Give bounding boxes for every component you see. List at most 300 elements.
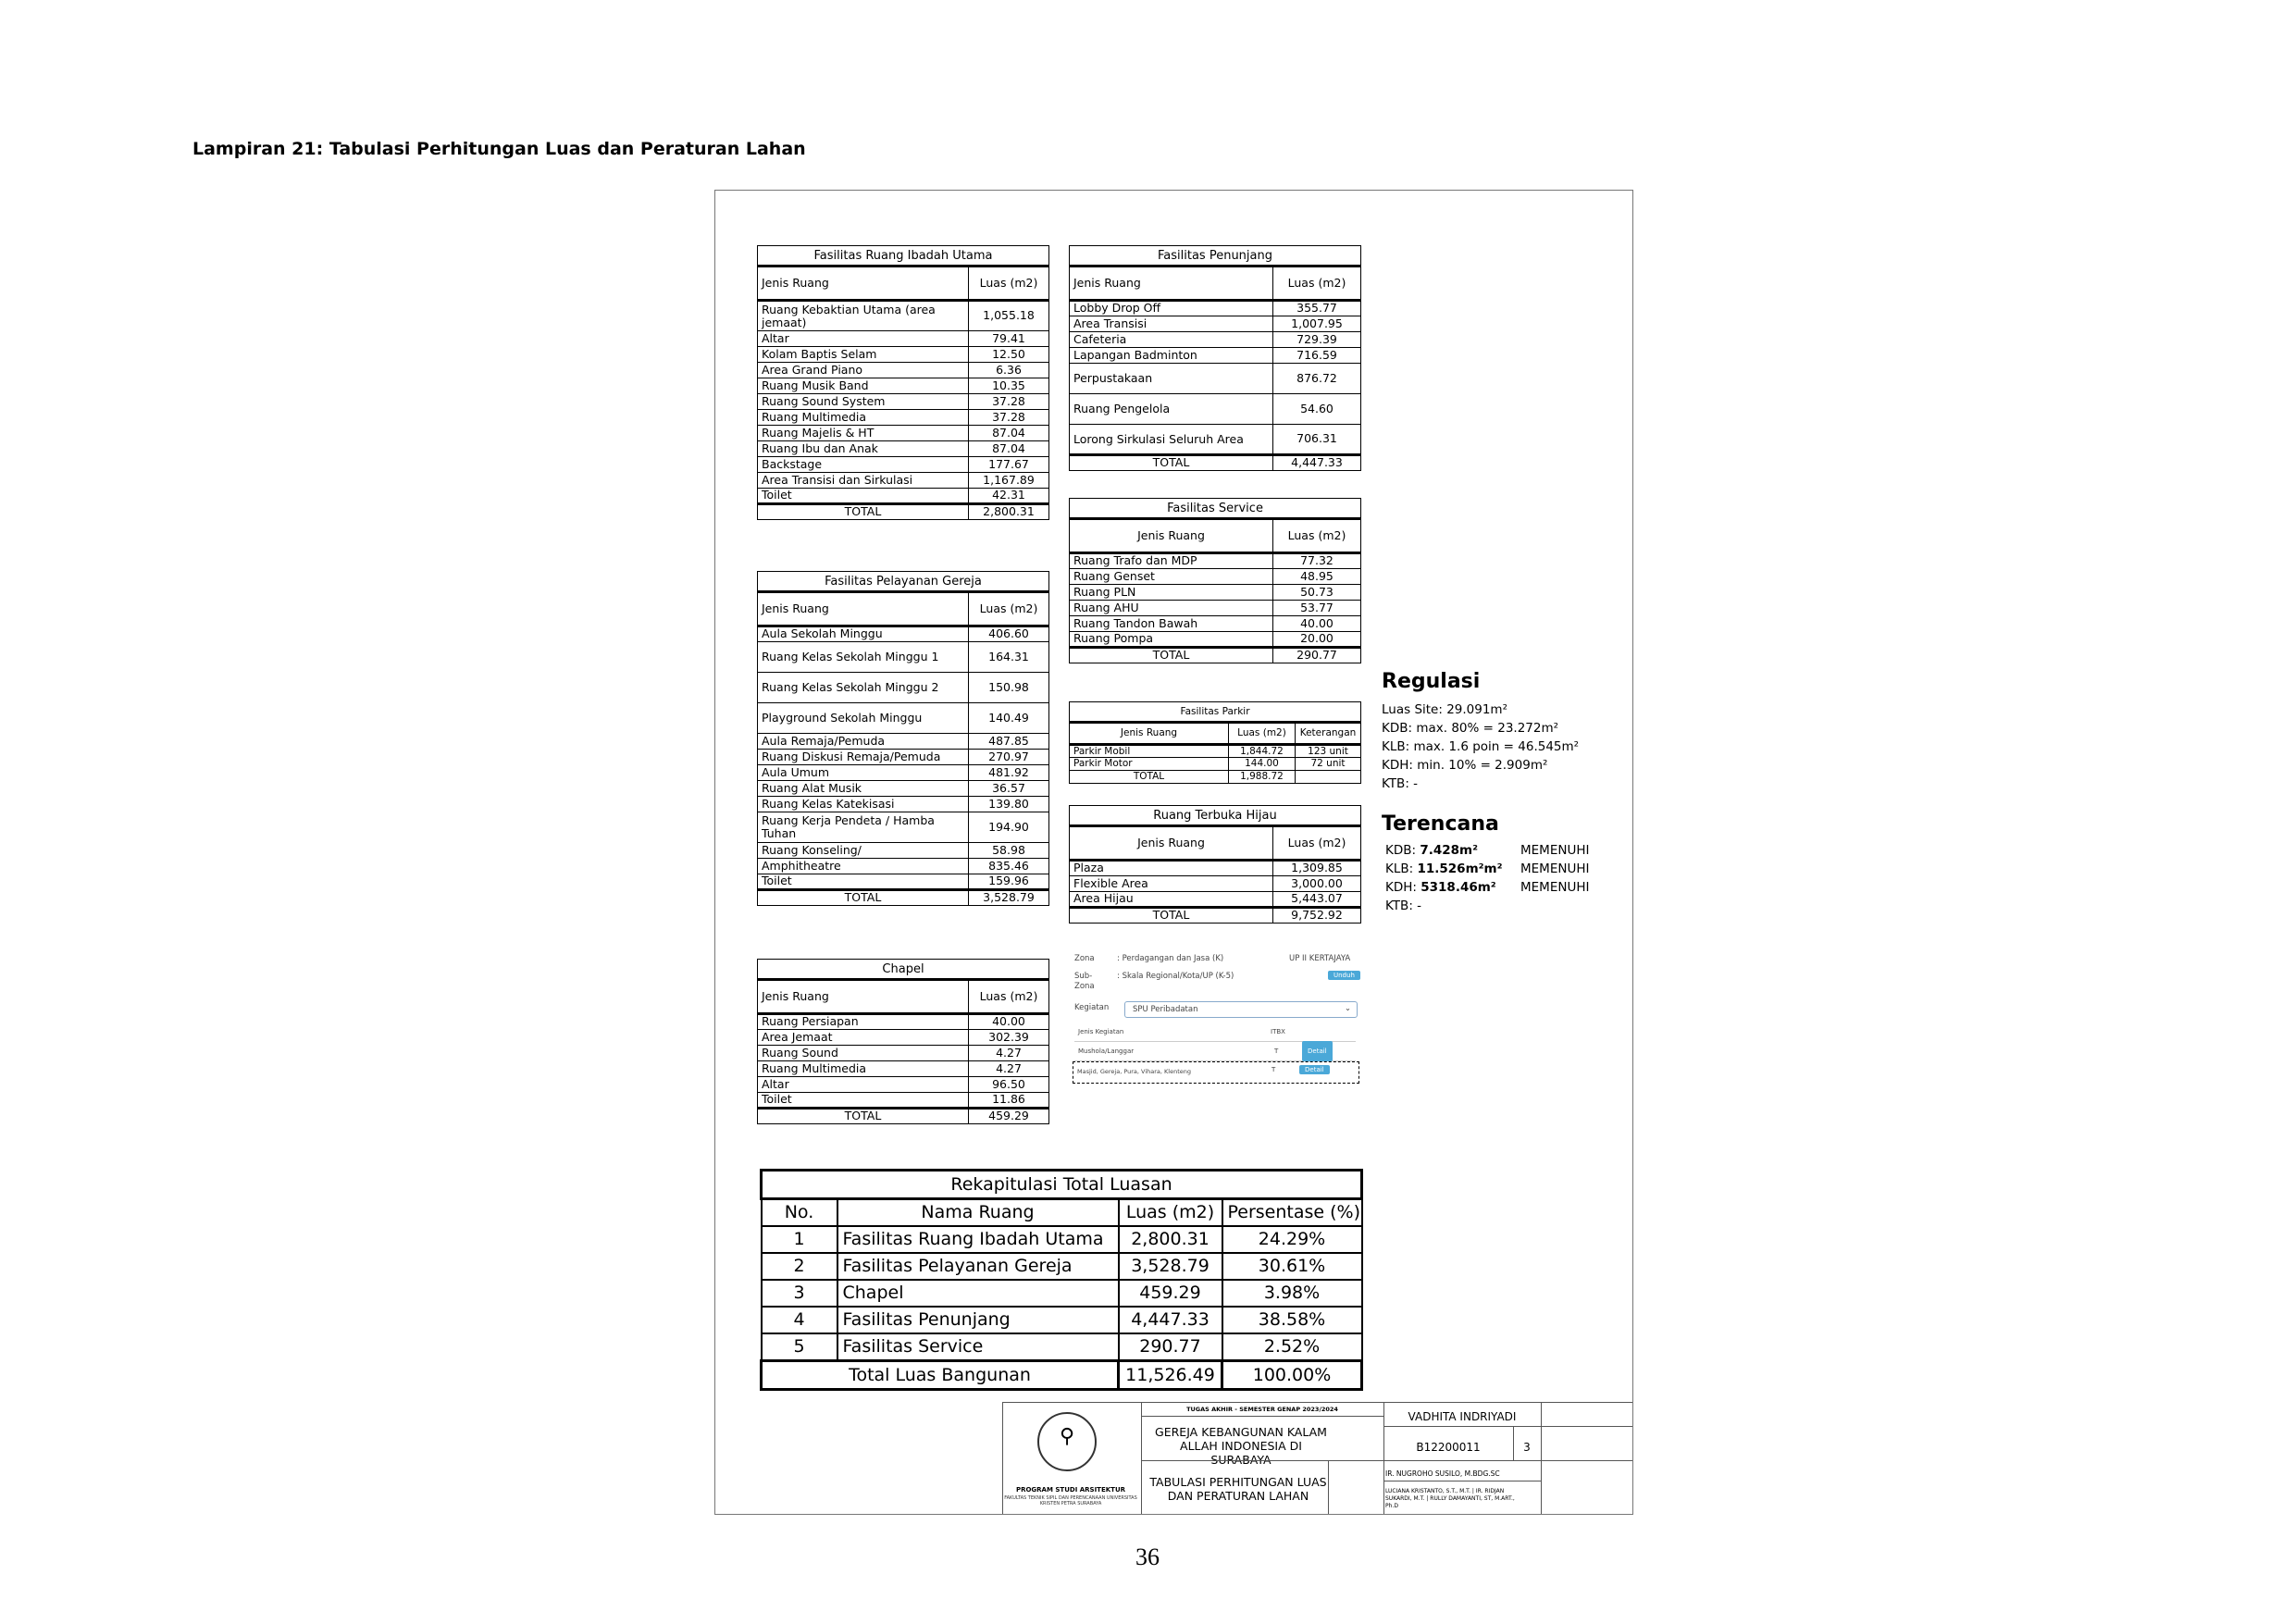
table-header [758,267,1049,301]
sheet-number: 3 [1523,1441,1531,1454]
room-name: Ruang Alat Musik [758,781,969,797]
table-row [1070,876,1361,892]
facility-area: 2,800.31 [1119,1226,1222,1253]
col-header: Nama Ruang [837,1199,1119,1227]
room-name: Amphitheatre [758,859,969,874]
col-luas: Luas (m2) [1273,267,1361,301]
table-row [758,1093,1049,1109]
table-total-row [758,504,1049,520]
room-area: 37.28 [969,394,1049,410]
total-label: TOTAL [758,890,969,906]
room-area: 1,167.89 [969,473,1049,489]
terencana-label: KLB: [1385,862,1418,876]
room-name: Area Grand Piano [758,363,969,378]
room-name: Ruang Trafo dan MDP [1070,553,1273,569]
room-name: Ruang Pengelola [1070,394,1273,425]
zoning-screenshot [1071,948,1362,1083]
table-service [1069,498,1361,663]
title-block [1002,1402,1632,1514]
terencana-label: KTB: - [1385,899,1422,913]
facility-name: Fasilitas Service [837,1333,1119,1361]
room-area: 406.60 [969,626,1049,642]
student-nrp: B12200011 [1416,1441,1481,1454]
row-number: 5 [762,1333,837,1361]
table-total-row [1070,648,1361,663]
table-row [1070,553,1361,569]
table-row [758,457,1049,473]
table-row [758,489,1049,504]
regulasi-line: KTB: - [1382,776,1419,791]
table-title [1070,499,1361,519]
table-total-row [758,1109,1049,1124]
room-name: Ruang Sound [758,1046,969,1061]
terencana-line [1382,897,1503,915]
table-header [758,592,1049,626]
room-area: 40.00 [969,1014,1049,1030]
facility-percentage: 38.58% [1222,1307,1362,1333]
room-area: 5,443.07 [1273,892,1361,908]
room-name: Ruang Kelas Katekisasi [758,797,969,812]
room-area: 302.39 [969,1030,1049,1046]
regulasi-block [1382,670,1579,793]
unduh-button[interactable]: Unduh [1328,971,1360,980]
col-header: Luas (m2) [1119,1199,1222,1227]
room-area: 40.00 [1273,616,1361,632]
table-row [1070,348,1361,364]
room-name: Cafeteria [1070,332,1273,348]
room-name: Flexible Area [1070,876,1273,892]
table-row [758,734,1049,750]
room-area: 37.28 [969,410,1049,426]
room-name: Ruang Pompa [1070,632,1273,648]
room-name: Ruang Sound System [758,394,969,410]
total-value: 1,988.72 [1229,771,1296,784]
room-area: 481.92 [969,765,1049,781]
table-row [1070,394,1361,425]
kegiatan-value: SPU Peribadatan [1133,1005,1198,1014]
zona-table-header [1074,1023,1356,1042]
room-name: Lobby Drop Off [1070,301,1273,316]
table-row [758,363,1049,378]
room-name: Area Transisi dan Sirkulasi [758,473,969,489]
room-name: Lorong Sirkulasi Seluruh Area [1070,425,1273,455]
facility-area: 290.77 [1119,1333,1222,1361]
room-name: Ruang Majelis & HT [758,426,969,441]
room-name: Ruang Ibu dan Anak [758,441,969,457]
table-parkir [1069,701,1361,784]
col-jenis-ruang: Jenis Ruang [1070,723,1229,745]
status-badge: MEMENUHI [1520,843,1590,858]
room-name: Ruang Kebaktian Utama (area jemaat) [758,301,969,331]
table-row [762,1226,1362,1253]
total-value: 459.29 [969,1109,1049,1124]
page-number: 36 [1135,1543,1160,1570]
zona-table-row-highlighted [1073,1061,1359,1084]
table-title-cell: Ruang Terbuka Hijau [1070,806,1361,826]
room-name: Ruang Multimedia [758,410,969,426]
room-area: 50.73 [1273,585,1361,601]
table-row [758,301,1049,331]
table-row [1070,301,1361,316]
zona-label: Zona [1074,954,1095,963]
table-row [1070,892,1361,908]
project-title: GEREJA KEBANGUNAN KALAM ALLAH INDONESIA DI SURABAYA [1155,1425,1327,1467]
total-value: 4,447.33 [1273,455,1361,471]
chevron-down-icon: ⌄ [1344,1004,1351,1013]
col-header: No. [762,1199,837,1227]
table-title-cell: Chapel [758,960,1049,980]
table-row [758,703,1049,734]
course-name: TUGAS AKHIR - SEMESTER GENAP 2023/2024 [1186,1406,1338,1413]
room-area: 876.72 [1273,364,1361,394]
facility-name: Fasilitas Ruang Ibadah Utama [837,1226,1119,1253]
facility-area: 3,528.79 [1119,1253,1222,1280]
room-name: Ruang Genset [1070,569,1273,585]
room-area: 159.96 [969,874,1049,890]
room-name: Toilet [758,1093,969,1109]
examiner-names: LUCIANA KRISTANTO, S.T., M.T. | IR. RIDJAN SUKARDI, M.T. | RULLY DAMAYANTI, ST, M.ART., Ph.D [1385,1488,1515,1509]
table-row [1070,569,1361,585]
terencana-value: 11.526m²m² [1417,862,1503,876]
room-name: Ruang Diskusi Remaja/Pemuda [758,750,969,765]
table-rekapitulasi [760,1169,1363,1391]
university-seal-icon: ⚲ [1037,1412,1097,1471]
room-name: Lapangan Badminton [1070,348,1273,364]
table-row [758,642,1049,673]
terencana-line [1382,841,1590,860]
room-area: 835.46 [969,859,1049,874]
mentor-name: IR. NUGROHO SUSILO, M.BDG.SC [1385,1469,1500,1478]
table-row [758,1030,1049,1046]
col-luas: Luas (m2) [1273,826,1361,861]
table-ibadah-utama [757,245,1049,520]
zona-value: : Perdagangan dan Jasa (K) [1117,954,1224,963]
table-header [758,980,1049,1014]
table-row [758,626,1049,642]
kegiatan-label: Kegiatan [1074,1003,1110,1012]
room-area: 487.85 [969,734,1049,750]
total-label: Total Luas Bangunan [762,1361,1119,1390]
room-name: Ruang Kelas Sekolah Minggu 2 [758,673,969,703]
table-row [1070,616,1361,632]
room-area: 164.31 [969,642,1049,673]
room-area: 96.50 [969,1077,1049,1093]
regulasi-title: Regulasi [1382,670,1481,693]
regulasi-line: KDB: max. 80% = 23.272m² [1382,721,1559,736]
table-row [758,781,1049,797]
table-title-cell: Rekapitulasi Total Luasan [762,1171,1362,1199]
table-total-row [762,1361,1362,1390]
total-label: TOTAL [1070,455,1273,471]
room-name: Ruang Tandon Bawah [1070,616,1273,632]
table-row [762,1333,1362,1361]
table-total-row [1070,908,1361,924]
table-header [1070,519,1361,553]
table-header [1070,723,1361,745]
room-name: Kolam Baptis Selam [758,347,969,363]
facility-percentage: 3.98% [1222,1280,1362,1307]
facility-area: 4,447.33 [1119,1307,1222,1333]
table-row [1070,758,1361,771]
room-area: 87.04 [969,441,1049,457]
col-luas: Luas (m2) [969,592,1049,626]
room-name: Aula Remaja/Pemuda [758,734,969,750]
col-luas: Luas (m2) [1229,723,1296,745]
room-area: 11.86 [969,1093,1049,1109]
table-row [1070,745,1361,758]
itbx-value: T [1274,1048,1279,1055]
terencana-label: KDH: [1385,880,1421,895]
parking-area: 144.00 [1229,758,1296,771]
detail-button[interactable]: Detail [1299,1065,1330,1074]
total-label: TOTAL [1070,771,1229,784]
room-name: Plaza [1070,861,1273,876]
table-row [758,1014,1049,1030]
table-title [1070,806,1361,826]
room-area: 3,000.00 [1273,876,1361,892]
student-name: VADHITA INDRIYADI [1408,1410,1517,1423]
table-title [1070,246,1361,267]
room-area: 79.41 [969,331,1049,347]
table-title-cell: Fasilitas Ruang Ibadah Utama [758,246,1049,267]
table-total-row [1070,455,1361,471]
table-header [1070,267,1361,301]
table-row [762,1307,1362,1333]
col-keterangan: Keterangan [1296,723,1361,745]
room-area: 58.98 [969,843,1049,859]
room-area: 20.00 [1273,632,1361,648]
row-number: 4 [762,1307,837,1333]
room-name: Ruang Musik Band [758,378,969,394]
room-area: 53.77 [1273,601,1361,616]
room-name: Ruang Konseling/ [758,843,969,859]
col-luas: Luas (m2) [969,267,1049,301]
table-row [758,765,1049,781]
row-number: 1 [762,1226,837,1253]
total-value: 9,752.92 [1273,908,1361,924]
room-area: 54.60 [1273,394,1361,425]
table-title [758,246,1049,267]
room-area: 140.49 [969,703,1049,734]
room-name: Toilet [758,874,969,890]
room-area: 4.27 [969,1046,1049,1061]
table-row [758,1046,1049,1061]
page-heading: Lampiran 21: Tabulasi Perhitungan Luas dan Peraturan Lahan [192,139,806,159]
table-title [758,572,1049,592]
table-ruang-terbuka-hijau [1069,805,1361,924]
col-jenis-ruang: Jenis Ruang [758,980,969,1014]
kegiatan-name: Masjid, Gereja, Pura, Vihara, Klenteng [1077,1068,1192,1075]
room-area: 1,055.18 [969,301,1049,331]
table-row [758,394,1049,410]
table-title-cell: Fasilitas Service [1070,499,1361,519]
subzona-value: : Skala Regional/Kota/UP (K-5) [1117,972,1234,981]
room-name: Altar [758,331,969,347]
room-area: 355.77 [1273,301,1361,316]
facility-area: 459.29 [1119,1280,1222,1307]
room-area: 10.35 [969,378,1049,394]
table-row [758,473,1049,489]
table-total-row [1070,771,1361,784]
regulasi-line: Luas Site: 29.091m² [1382,702,1507,717]
total-label: TOTAL [758,504,969,520]
room-name: Ruang Kerja Pendeta / Hamba Tuhan [758,812,969,843]
facility-name: Fasilitas Pelayanan Gereja [837,1253,1119,1280]
table-row [1070,332,1361,348]
room-area: 194.90 [969,812,1049,843]
table-title-cell: Fasilitas Penunjang [1070,246,1361,267]
table-row [758,874,1049,890]
parking-units: 72 unit [1296,758,1361,771]
table-row [758,410,1049,426]
terencana-value: 7.428m² [1420,843,1479,858]
room-area: 87.04 [969,426,1049,441]
table-row [1070,364,1361,394]
table-title [1070,702,1361,723]
room-area: 706.31 [1273,425,1361,455]
table-row [1070,316,1361,332]
table-row [1070,861,1361,876]
faculty-name: FAKULTAS TEKNIK SIPIL DAN PERENCANAAN UNIVERSITAS KRISTEN PETRA SURABAYA [1004,1495,1137,1506]
table-chapel [757,959,1049,1124]
room-name: Aula Sekolah Minggu [758,626,969,642]
total-value: 2,800.31 [969,504,1049,520]
total-label: TOTAL [1070,648,1273,663]
room-area: 270.97 [969,750,1049,765]
regulasi-line: KDH: min. 10% = 2.909m² [1382,758,1548,773]
table-row [762,1253,1362,1280]
empty-cell [1296,771,1361,784]
total-value: 290.77 [1273,648,1361,663]
room-name: Area Hijau [1070,892,1273,908]
detail-button[interactable]: Detail [1302,1041,1333,1061]
col-jenis-ruang: Jenis Ruang [1070,267,1273,301]
table-row [758,797,1049,812]
table-row [1070,585,1361,601]
table-row [1070,632,1361,648]
table-title-cell: Fasilitas Pelayanan Gereja [758,572,1049,592]
room-name: Ruang Multimedia [758,1061,969,1077]
room-area: 716.59 [1273,348,1361,364]
table-title [762,1171,1362,1199]
room-area: 139.80 [969,797,1049,812]
table-row [758,347,1049,363]
zona-table-row [1074,1042,1356,1061]
room-name: Aula Umum [758,765,969,781]
room-area: 1,007.95 [1273,316,1361,332]
row-number: 3 [762,1280,837,1307]
table-row [758,378,1049,394]
col-luas: Luas (m2) [1273,519,1361,553]
table-row [758,426,1049,441]
terencana-value: 5318.46m² [1420,880,1496,895]
zona-area: UP II KERTAJAYA [1289,954,1351,963]
room-area: 42.31 [969,489,1049,504]
table-row [758,1061,1049,1077]
col-jenis-ruang: Jenis Ruang [1070,826,1273,861]
room-area: 729.39 [1273,332,1361,348]
room-name: Perpustakaan [1070,364,1273,394]
room-area: 150.98 [969,673,1049,703]
subzona-label: Sub-Zona [1074,972,1095,992]
total-label: TOTAL [758,1109,969,1124]
terencana-line [1382,878,1590,897]
table-row [758,331,1049,347]
kegiatan-select[interactable] [1124,1001,1358,1018]
table-total-row [758,890,1049,906]
table-row [758,859,1049,874]
sheet-title: TABULASI PERHITUNGAN LUAS DAN PERATURAN LAHAN [1149,1475,1327,1503]
parking-type: Parkir Mobil [1070,745,1229,758]
terencana-label: KDB: [1385,843,1420,858]
col-header: Persentase (%) [1222,1199,1362,1227]
table-row [758,673,1049,703]
table-header [1070,826,1361,861]
parking-units: 123 unit [1296,745,1361,758]
facility-percentage: 24.29% [1222,1226,1362,1253]
room-name: Area Transisi [1070,316,1273,332]
status-badge: MEMENUHI [1520,880,1590,895]
room-area: 36.57 [969,781,1049,797]
parking-type: Parkir Motor [1070,758,1229,771]
facility-name: Fasilitas Penunjang [837,1307,1119,1333]
table-row [758,843,1049,859]
total-label: TOTAL [1070,908,1273,924]
table-penunjang [1069,245,1361,471]
facility-name: Chapel [837,1280,1119,1307]
table-header [762,1199,1362,1227]
room-area: 4.27 [969,1061,1049,1077]
table-row [758,441,1049,457]
table-pelayanan-gereja [757,571,1049,906]
room-area: 6.36 [969,363,1049,378]
kegiatan-name: Mushola/Langgar [1078,1048,1135,1055]
table-title [758,960,1049,980]
room-name: Backstage [758,457,969,473]
col-jenis-kegiatan: Jenis Kegiatan [1078,1028,1124,1035]
table-row [762,1280,1362,1307]
total-value: 3,528.79 [969,890,1049,906]
table-row [758,812,1049,843]
col-itbx: ITBX [1271,1028,1285,1035]
room-name: Toilet [758,489,969,504]
room-name: Playground Sekolah Minggu [758,703,969,734]
room-name: Altar [758,1077,969,1093]
room-area: 177.67 [969,457,1049,473]
facility-percentage: 30.61% [1222,1253,1362,1280]
terencana-line [1382,860,1590,878]
room-area: 1,309.85 [1273,861,1361,876]
room-name: Ruang PLN [1070,585,1273,601]
facility-percentage: 2.52% [1222,1333,1362,1361]
itbx-value: T [1272,1066,1276,1073]
table-row [758,750,1049,765]
room-name: Ruang AHU [1070,601,1273,616]
table-row [1070,601,1361,616]
col-luas: Luas (m2) [969,980,1049,1014]
room-area: 48.95 [1273,569,1361,585]
program-name: PROGRAM STUDI ARSITEKTUR [1015,1486,1126,1494]
col-jenis-ruang: Jenis Ruang [758,592,969,626]
room-area: 12.50 [969,347,1049,363]
room-name: Area Jemaat [758,1030,969,1046]
total-area: 11,526.49 [1119,1361,1222,1390]
status-badge: MEMENUHI [1520,862,1590,876]
room-name: Ruang Kelas Sekolah Minggu 1 [758,642,969,673]
table-row [758,1077,1049,1093]
row-number: 2 [762,1253,837,1280]
table-row [1070,425,1361,455]
